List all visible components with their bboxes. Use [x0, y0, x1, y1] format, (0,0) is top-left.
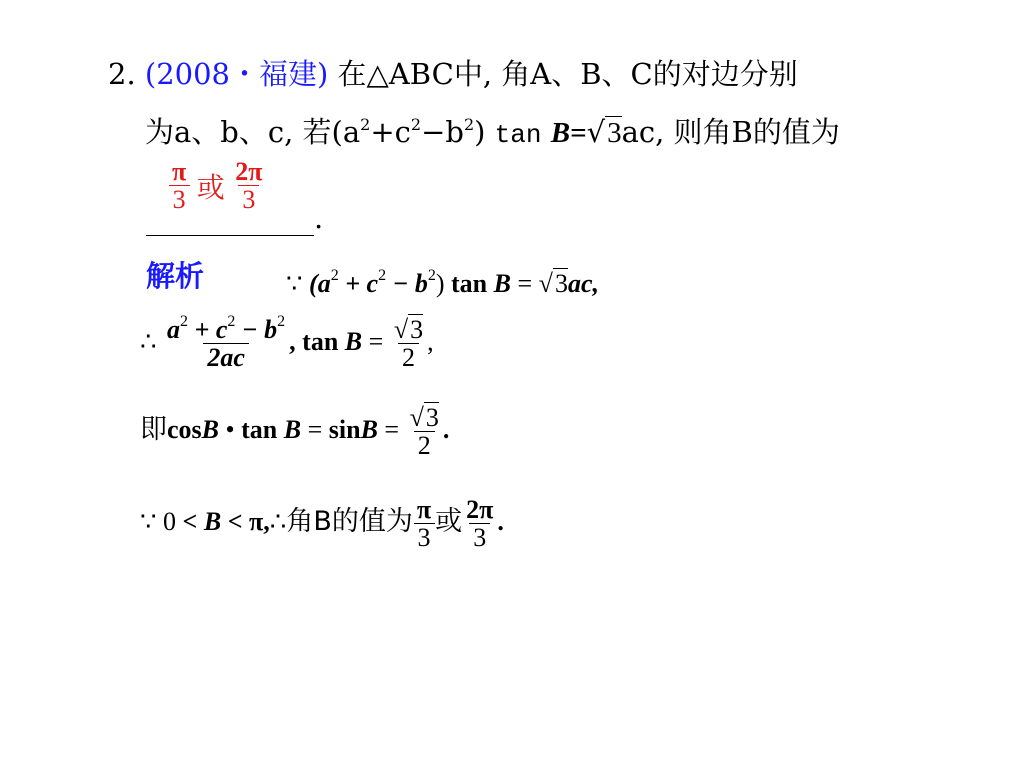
sol3-eq1: = [307, 414, 323, 444]
therefore-symbol: ∴ [140, 326, 157, 356]
sol4-period: . [497, 506, 504, 536]
sol4-2pi-den: 3 [469, 523, 490, 551]
sol1-sqrt-radicand: 3 [554, 269, 568, 298]
sol3-tan: tan [241, 414, 278, 444]
sol3-sqrt-sign: √ [409, 403, 424, 432]
problem-line2-c: +c [370, 115, 411, 149]
sol1-b: − b [392, 269, 428, 298]
sol3-B2: B [283, 414, 302, 444]
problem-line2-tan: tan [494, 120, 542, 150]
sol2-comma: , [427, 326, 434, 356]
sol2-fraction [163, 313, 289, 373]
sol1-exp-b: 2 [427, 267, 436, 284]
sol4-text: 角B的值为 [286, 505, 413, 537]
sol3-B3: B [360, 414, 378, 444]
sol2-exp-a: 2 [180, 313, 189, 330]
sqrt-sign: √ [586, 115, 606, 149]
answer-2pi-den: 3 [238, 185, 259, 213]
sol3-dot: • [225, 414, 235, 444]
sol4-lt2: < [227, 506, 243, 536]
sqrt-radicand: 3 [607, 117, 622, 149]
answer-underline [146, 205, 314, 236]
sol4-2pi-num: 2π [466, 495, 494, 524]
problem-line2-b: −b [421, 115, 464, 149]
sol4-or: 或 [435, 505, 463, 537]
sol2-exp-c: 2 [227, 313, 236, 330]
sol2-b: − b [241, 315, 278, 344]
sol2-sqrt-radicand: 3 [410, 315, 424, 344]
sol2-B: B [344, 326, 363, 356]
sol4-frac-pi [413, 496, 435, 552]
answer-2pi-num: 2π [235, 157, 263, 186]
sol4-pi-num: π [416, 495, 432, 524]
sol4-frac-2pi [462, 496, 497, 552]
answer-pi-den: 3 [169, 185, 190, 213]
problem-line2-B: B= [550, 117, 587, 149]
sol1-exp-c: 2 [378, 267, 387, 284]
answer-pi-num: π [172, 157, 187, 186]
sol1-ac: ac, [567, 269, 599, 298]
solution-label: 解析 [146, 259, 205, 293]
sol2-eq: = [368, 326, 384, 356]
sol4-pi-den: 3 [414, 523, 435, 551]
sol2-sqrt-fraction [390, 316, 427, 372]
sol1-tan: tan [451, 269, 488, 298]
exp-a: 2 [360, 115, 371, 134]
sol3-prefix: 即 [140, 413, 167, 445]
sol1-rparen: ) [435, 269, 445, 298]
solution-line-2 [140, 313, 434, 373]
problem-line2-prefix: 为a、b、c, 若(a [145, 115, 361, 149]
sol1-exp-a: 2 [330, 267, 339, 284]
sol3-sin: sin [328, 414, 361, 444]
sol3-B1: B [201, 414, 220, 444]
problem-line2-close: ) [474, 115, 486, 149]
sol2-sqrt-sign: √ [393, 315, 409, 344]
sol1-sqrt-sign: √ [538, 269, 553, 298]
sol3-den: 2 [414, 431, 435, 459]
because-symbol: ∵ [286, 269, 303, 298]
sol3-eq2: = [384, 414, 400, 444]
sol3-fraction [406, 404, 443, 460]
sol1-c: + c [345, 269, 379, 298]
sol2-sqrt-den: 2 [398, 343, 419, 371]
sol1-B: B [493, 269, 511, 298]
sol4-because: ∵ [140, 506, 157, 536]
sol4-lt1: < [182, 506, 198, 536]
sol4-therefore: ∴ [269, 506, 287, 536]
sol3-sqrt-num [406, 404, 443, 431]
sol4-zero: 0 [163, 506, 177, 536]
problem-line2-end: ac, 则角B的值为 [621, 115, 840, 149]
sol2-sqrt-num [390, 316, 427, 343]
sol2-denominator: 2ac [203, 343, 249, 371]
problem-source: (2008・福建) [144, 57, 329, 91]
exp-b: 2 [463, 115, 475, 134]
sol2-c: + c [194, 315, 228, 344]
problem-number: 2. [108, 57, 136, 91]
sol2-a: a [167, 315, 181, 344]
solution-line-1 [286, 264, 599, 304]
solution-line-4 [140, 496, 504, 552]
problem-line-2 [145, 114, 840, 153]
sol3-cos: cos [167, 414, 202, 444]
sol3-sqrt-radicand: 3 [425, 403, 439, 432]
sol2-tan: , tan [289, 326, 339, 356]
answer-or: 或 [196, 172, 225, 204]
problem-statement-line-1: 在△ABC中, 角A、B、C的对边分别 [337, 57, 798, 91]
answer-blank [146, 200, 323, 236]
problem-line-1 [108, 56, 798, 92]
sol2-exp-b: 2 [277, 313, 286, 330]
exp-c: 2 [410, 115, 422, 134]
sol1-a: (a [309, 269, 331, 298]
blank-period: . [314, 201, 324, 235]
sol4-pi: π, [249, 506, 270, 536]
sol4-B: B [203, 506, 222, 536]
sol2-numerator [163, 313, 289, 344]
sol1-eq: = [517, 269, 533, 298]
solution-line-3 [140, 404, 449, 460]
sol3-period: . [442, 414, 450, 444]
